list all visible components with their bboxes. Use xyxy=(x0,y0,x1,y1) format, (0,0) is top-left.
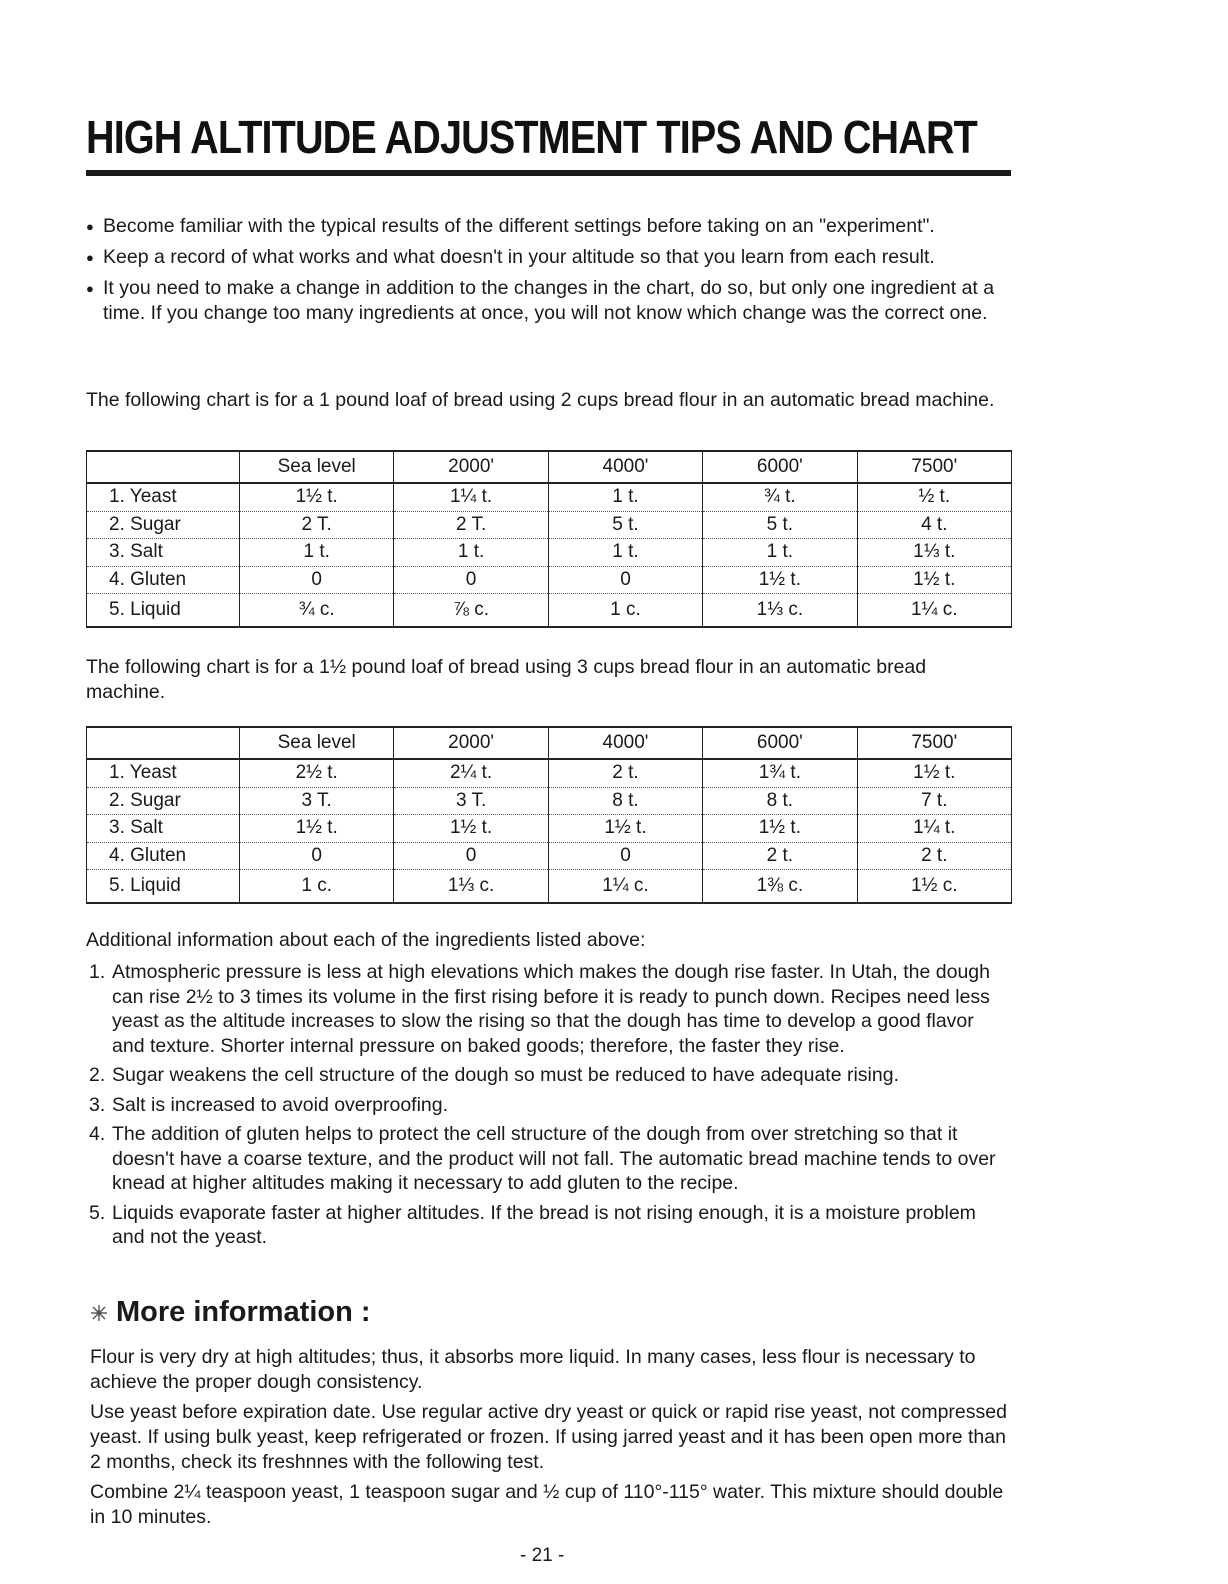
page-number: - 21 - xyxy=(520,1545,565,1566)
title-underline xyxy=(86,170,1011,176)
note-number: 4. xyxy=(89,1123,106,1145)
table-header-row xyxy=(87,451,1012,483)
table-cell: ¾ c. xyxy=(240,594,394,628)
chart-1-pound-loaf xyxy=(86,450,1012,628)
table-cell: 5 t. xyxy=(548,511,702,539)
chart1-intro: The following chart is for a 1 pound loaf of bread using 2 cups bread flour in an automatic bread machine. xyxy=(86,389,995,411)
table-cell: 1½ t. xyxy=(394,815,548,843)
row-label: 1. Yeast xyxy=(87,483,240,511)
note-text: Liquids evaporate faster at higher altitudes. If the bread is not rising enough, it is a moisture problem and not the yeast. xyxy=(112,1201,976,1248)
note-number: 3. xyxy=(89,1093,106,1116)
table-cell: 1 c. xyxy=(548,594,702,628)
table-cell: 1⅓ t. xyxy=(857,539,1011,567)
note-number: 1. xyxy=(89,961,106,983)
note-text: Atmospheric pressure is less at high elevations which makes the dough rise faster. In Utah, the dough can rise 2½ to 3 times its volume in the first rising before it is ready to punch down. Recipes need less yeast as the altitude increases to slow the rising so that the dough has time to develop a good flavor and texture. Shorter internal pressure on baked goods; therefore, the faster they rise. xyxy=(112,961,990,1057)
table-cell: 1¼ c. xyxy=(857,594,1011,628)
table-cell: 1½ t. xyxy=(857,566,1011,594)
header-cell: 2000' xyxy=(394,451,548,483)
table-cell: 0 xyxy=(548,566,702,594)
table-header-row xyxy=(87,727,1012,759)
sparkle-icon xyxy=(90,1304,108,1322)
table-cell: 2 t. xyxy=(548,759,702,787)
row-label: 4. Gluten xyxy=(87,842,240,870)
table-cell: 3 T. xyxy=(394,787,548,815)
more-information-heading xyxy=(90,1296,371,1329)
note-item xyxy=(86,1201,1011,1250)
table-cell: 1½ t. xyxy=(240,815,394,843)
table-cell: 2 T. xyxy=(240,511,394,539)
table-cell: 4 t. xyxy=(857,511,1011,539)
table-cell: 0 xyxy=(394,842,548,870)
row-label: 5. Liquid xyxy=(87,594,240,628)
table-cell: 2 t. xyxy=(703,842,857,870)
table-cell: 2 t. xyxy=(857,842,1011,870)
row-label: 2. Sugar xyxy=(87,511,240,539)
table-cell: 0 xyxy=(548,842,702,870)
table-cell: 7 t. xyxy=(857,787,1011,815)
table-row xyxy=(87,815,1012,843)
note-item xyxy=(86,1063,1011,1088)
chart2-intro: The following chart is for a 1½ pound loaf of bread using 3 cups bread flour in an automatic bread machine. xyxy=(86,656,927,703)
page-title: HIGH ALTITUDE ADJUSTMENT TIPS AND CHART xyxy=(86,111,977,163)
note-item xyxy=(86,1093,1011,1118)
table-cell: ⅞ c. xyxy=(394,594,548,628)
table-cell: 1¼ c. xyxy=(548,870,702,904)
table-cell: 1¼ t. xyxy=(394,483,548,511)
header-cell xyxy=(87,727,240,759)
table-cell: 1 t. xyxy=(548,483,702,511)
row-label: 1. Yeast xyxy=(87,759,240,787)
note-item xyxy=(86,960,1011,1058)
tips-list xyxy=(86,214,1016,332)
more-info-paragraph: Flour is very dry at high altitudes; thus, it absorbs more liquid. In many cases, less flour is necessary to achieve the proper dough consistency. xyxy=(90,1346,976,1393)
table-cell: 0 xyxy=(394,566,548,594)
table-cell: 1½ t. xyxy=(240,483,394,511)
header-cell: 6000' xyxy=(703,451,857,483)
note-number: 2. xyxy=(89,1064,106,1086)
table-cell: 1⅜ c. xyxy=(703,870,857,904)
table-cell: 2 T. xyxy=(394,511,548,539)
table-cell: 8 t. xyxy=(548,787,702,815)
table-row xyxy=(87,842,1012,870)
tip-item: ● Become familiar with the typical results of the different settings before taking on an "experiment". xyxy=(86,214,1016,239)
row-label: 4. Gluten xyxy=(87,566,240,594)
table-row xyxy=(87,566,1012,594)
more-info-paragraph: Combine 2¼ teaspoon yeast, 1 teaspoon sugar and ½ cup of 110°-115° water. This mixture should double in 10 minutes. xyxy=(90,1481,1004,1528)
table-cell: 1 c. xyxy=(240,870,394,904)
table-cell: 1 t. xyxy=(240,539,394,567)
table-cell: 1 t. xyxy=(703,539,857,567)
row-label: 2. Sugar xyxy=(87,787,240,815)
header-cell: Sea level xyxy=(240,451,394,483)
header-cell: 7500' xyxy=(857,451,1011,483)
header-cell xyxy=(87,451,240,483)
table-cell: 1½ c. xyxy=(857,870,1011,904)
note-text: The addition of gluten helps to protect the cell structure of the dough from over stretching so that it doesn't have a coarse texture, and the product will not fall. The automatic bread machine tends to over knead at higher altitudes making it necessary to add gluten to the recipe. xyxy=(112,1123,996,1194)
table-cell: 1¼ t. xyxy=(857,815,1011,843)
table-row xyxy=(87,511,1012,539)
table-row xyxy=(87,787,1012,815)
header-cell: 4000' xyxy=(548,451,702,483)
table-row xyxy=(87,539,1012,567)
note-text: Sugar weakens the cell structure of the dough so must be reduced to have adequate rising. xyxy=(112,1064,899,1086)
table-cell: 1½ t. xyxy=(703,566,857,594)
table-cell: 2¼ t. xyxy=(394,759,548,787)
table-row xyxy=(87,759,1012,787)
header-cell: 2000' xyxy=(394,727,548,759)
table-row xyxy=(87,594,1012,628)
chart-1-5-pound-loaf xyxy=(86,726,1012,904)
table-cell: 1 t. xyxy=(394,539,548,567)
tip-item: ● Keep a record of what works and what doesn't in your altitude so that you learn from each result. xyxy=(86,245,1016,270)
table-cell: 1½ t. xyxy=(703,815,857,843)
row-label: 3. Salt xyxy=(87,539,240,567)
table-cell: 2½ t. xyxy=(240,759,394,787)
table-cell: 0 xyxy=(240,566,394,594)
header-cell: 7500' xyxy=(857,727,1011,759)
additional-info-heading: Additional information about each of the ingredients listed above: xyxy=(86,929,646,951)
table-cell: ½ t. xyxy=(857,483,1011,511)
more-info-paragraph: Use yeast before expiration date. Use regular active dry yeast or quick or rapid rise yeast, not compressed yeast. If using bulk yeast, keep refrigerated or frozen. If using jarred yeast and it has been open more than 2 months, check its freshnnes with the following test. xyxy=(90,1401,1007,1473)
tip-item: ● It you need to make a change in addition to the changes in the chart, do so, but only one ingredient at a time. If you change too many ingredients at once, you will not know which change was the correct one. xyxy=(86,276,1016,326)
row-label: 3. Salt xyxy=(87,815,240,843)
table-cell: 1⅓ c. xyxy=(394,870,548,904)
ingredient-notes-list xyxy=(86,960,1011,1255)
header-cell: 6000' xyxy=(703,727,857,759)
table-cell: ¾ t. xyxy=(703,483,857,511)
table-cell: 8 t. xyxy=(703,787,857,815)
header-cell: 4000' xyxy=(548,727,702,759)
row-label: 5. Liquid xyxy=(87,870,240,904)
table-cell: 1¾ t. xyxy=(703,759,857,787)
note-item xyxy=(86,1122,1011,1196)
note-number: 5. xyxy=(89,1201,106,1224)
table-cell: 1½ t. xyxy=(548,815,702,843)
table-cell: 1½ t. xyxy=(857,759,1011,787)
table-cell: 0 xyxy=(240,842,394,870)
table-row xyxy=(87,870,1012,904)
table-row xyxy=(87,483,1012,511)
note-text: Salt is increased to avoid overproofing. xyxy=(112,1093,449,1116)
table-cell: 1 t. xyxy=(548,539,702,567)
more-information-title: More information : xyxy=(116,1296,371,1328)
table-cell: 3 T. xyxy=(240,787,394,815)
table-cell: 1⅓ c. xyxy=(703,594,857,628)
table-cell: 5 t. xyxy=(703,511,857,539)
header-cell: Sea level xyxy=(240,727,394,759)
